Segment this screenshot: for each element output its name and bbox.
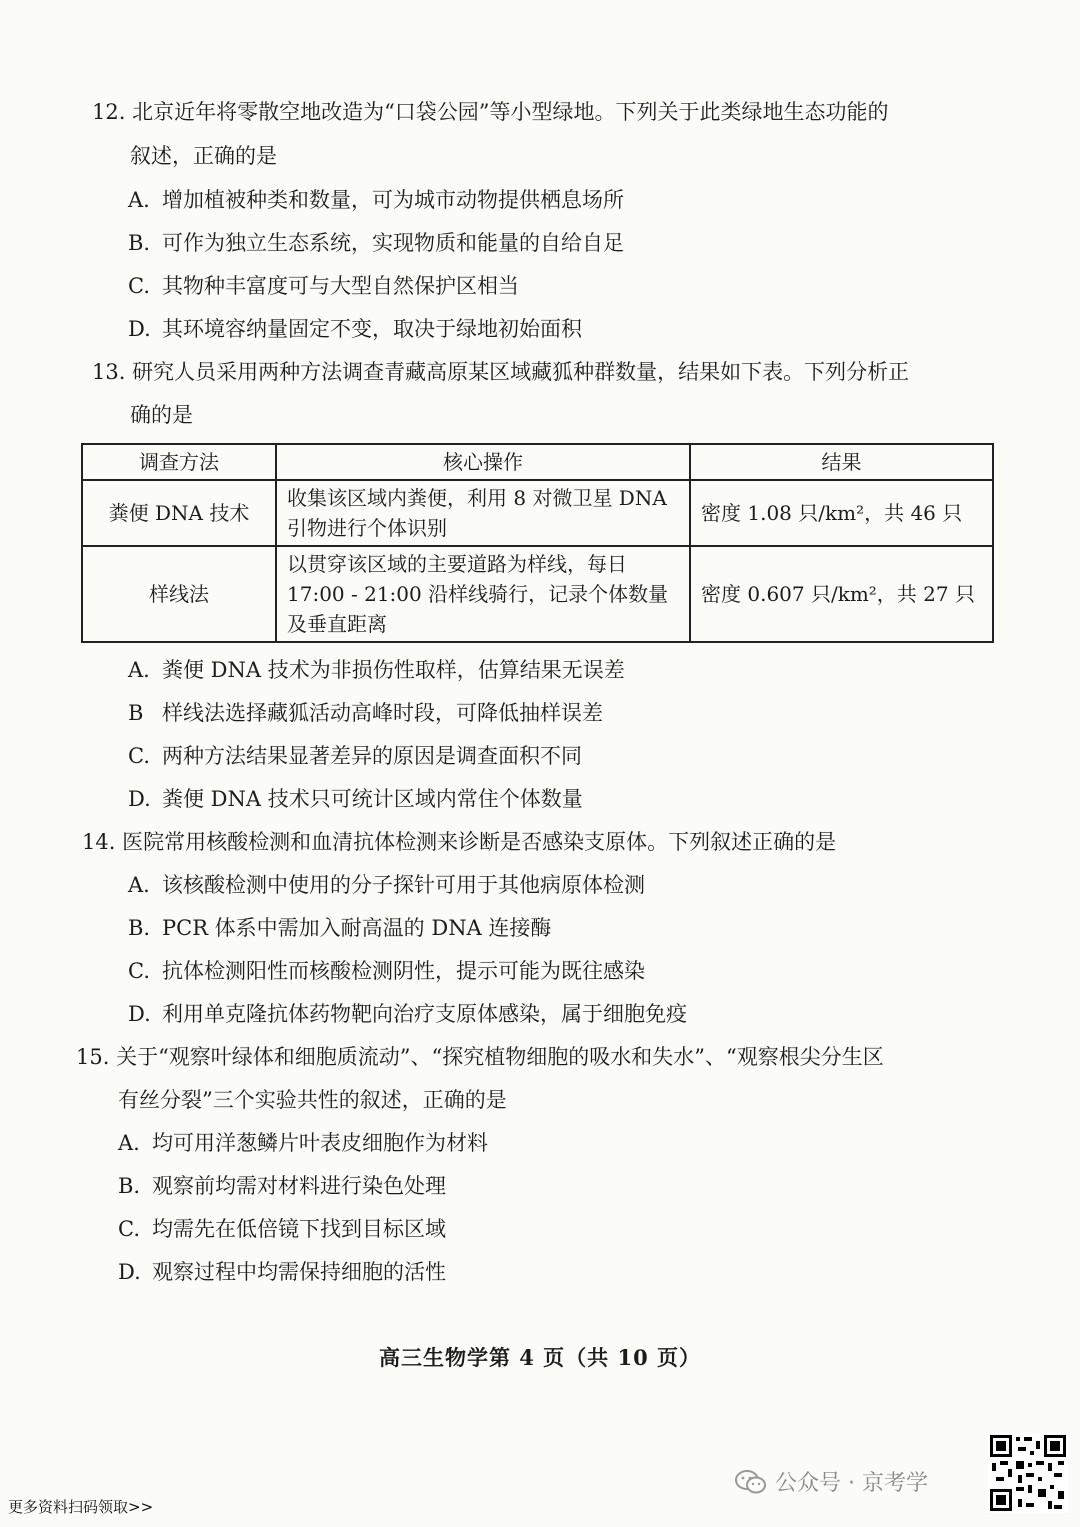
table-header-operation: 核心操作 xyxy=(276,444,690,480)
wechat-watermark xyxy=(735,1466,928,1497)
q12-stem-line1: 12. 北京近年将零散空地改造为“口袋公园”等小型绿地。下列关于此类绿地生态功能的 xyxy=(92,100,889,124)
q13-option-c: C. 两种方法结果显著差异的原因是调查面积不同 xyxy=(128,744,582,768)
table-header-row xyxy=(82,444,993,480)
q15-option-a: A. 均可用洋葱鳞片叶表皮细胞作为材料 xyxy=(118,1131,488,1155)
q15-option-d: D. 观察过程中均需保持细胞的活性 xyxy=(118,1260,446,1284)
table-cell-method: 粪便 DNA 技术 xyxy=(82,480,276,546)
table-row xyxy=(82,480,993,546)
q15-option-c: C. 均需先在低倍镜下找到目标区域 xyxy=(118,1217,446,1241)
q15-option-b: B. 观察前均需对材料进行染色处理 xyxy=(118,1174,446,1198)
q15-stem-line2: 有丝分裂”三个实验共性的叙述，正确的是 xyxy=(118,1088,507,1112)
q13-stem-line1: 13. 研究人员采用两种方法调查青藏高原某区域藏狐种群数量，结果如下表。下列分析正 xyxy=(92,360,910,384)
q12-option-b: B. 可作为独立生态系统，实现物质和能量的自给自足 xyxy=(128,231,624,255)
table-cell-result: 密度 0.607 只/km²，共 27 只 xyxy=(690,546,993,642)
table-header-method: 调查方法 xyxy=(82,444,276,480)
more-materials-link[interactable]: 更多资料扫码领取>> xyxy=(8,1498,154,1516)
wechat-icon xyxy=(735,1469,767,1495)
table-cell-operation: 以贯穿该区域的主要道路为样线，每日 17:00 - 21:00 沿样线骑行，记录个体数量及垂直距离 xyxy=(276,546,690,642)
q13-stem-line2: 确的是 xyxy=(130,403,193,427)
table-row xyxy=(82,546,993,642)
q14-stem-line1: 14. 医院常用核酸检测和血清抗体检测来诊断是否感染支原体。下列叙述正确的是 xyxy=(82,830,837,854)
qr-code[interactable] xyxy=(988,1433,1068,1513)
q14-option-c: C. 抗体检测阳性而核酸检测阴性，提示可能为既往感染 xyxy=(128,959,645,983)
table-cell-operation: 收集该区域内粪便，利用 8 对微卫星 DNA 引物进行个体识别 xyxy=(276,480,690,546)
q14-option-d: D. 利用单克隆抗体药物靶向治疗支原体感染，属于细胞免疫 xyxy=(128,1002,687,1026)
q15-stem-line1: 15. 关于“观察叶绿体和细胞质流动”、“探究植物细胞的吸水和失水”、“观察根尖分生区 xyxy=(76,1045,884,1069)
q13-option-b: B 样线法选择藏狐活动高峰时段，可降低抽样误差 xyxy=(128,701,603,725)
page-footer: 高三生物学第 4 页（共 10 页） xyxy=(378,1345,702,1370)
q13-option-d: D. 粪便 DNA 技术只可统计区域内常住个体数量 xyxy=(128,787,583,811)
survey-table xyxy=(81,443,994,643)
q14-option-a: A. 该核酸检测中使用的分子探针可用于其他病原体检测 xyxy=(128,873,645,897)
q14-option-b: B. PCR 体系中需加入耐高温的 DNA 连接酶 xyxy=(128,916,552,940)
q13-option-a: A. 粪便 DNA 技术为非损伤性取样，估算结果无误差 xyxy=(128,658,625,682)
q12-option-a: A. 增加植被种类和数量，可为城市动物提供栖息场所 xyxy=(128,188,624,212)
table-cell-result: 密度 1.08 只/km²，共 46 只 xyxy=(690,480,993,546)
q12-option-d: D. 其环境容纳量固定不变，取决于绿地初始面积 xyxy=(128,317,582,341)
q12-option-c: C. 其物种丰富度可与大型自然保护区相当 xyxy=(128,274,519,298)
q12-stem-line2: 叙述，正确的是 xyxy=(130,144,277,168)
table-header-result: 结果 xyxy=(690,444,993,480)
table-cell-method: 样线法 xyxy=(82,546,276,642)
watermark-text: 公众号 · 京考学 xyxy=(775,1471,928,1496)
